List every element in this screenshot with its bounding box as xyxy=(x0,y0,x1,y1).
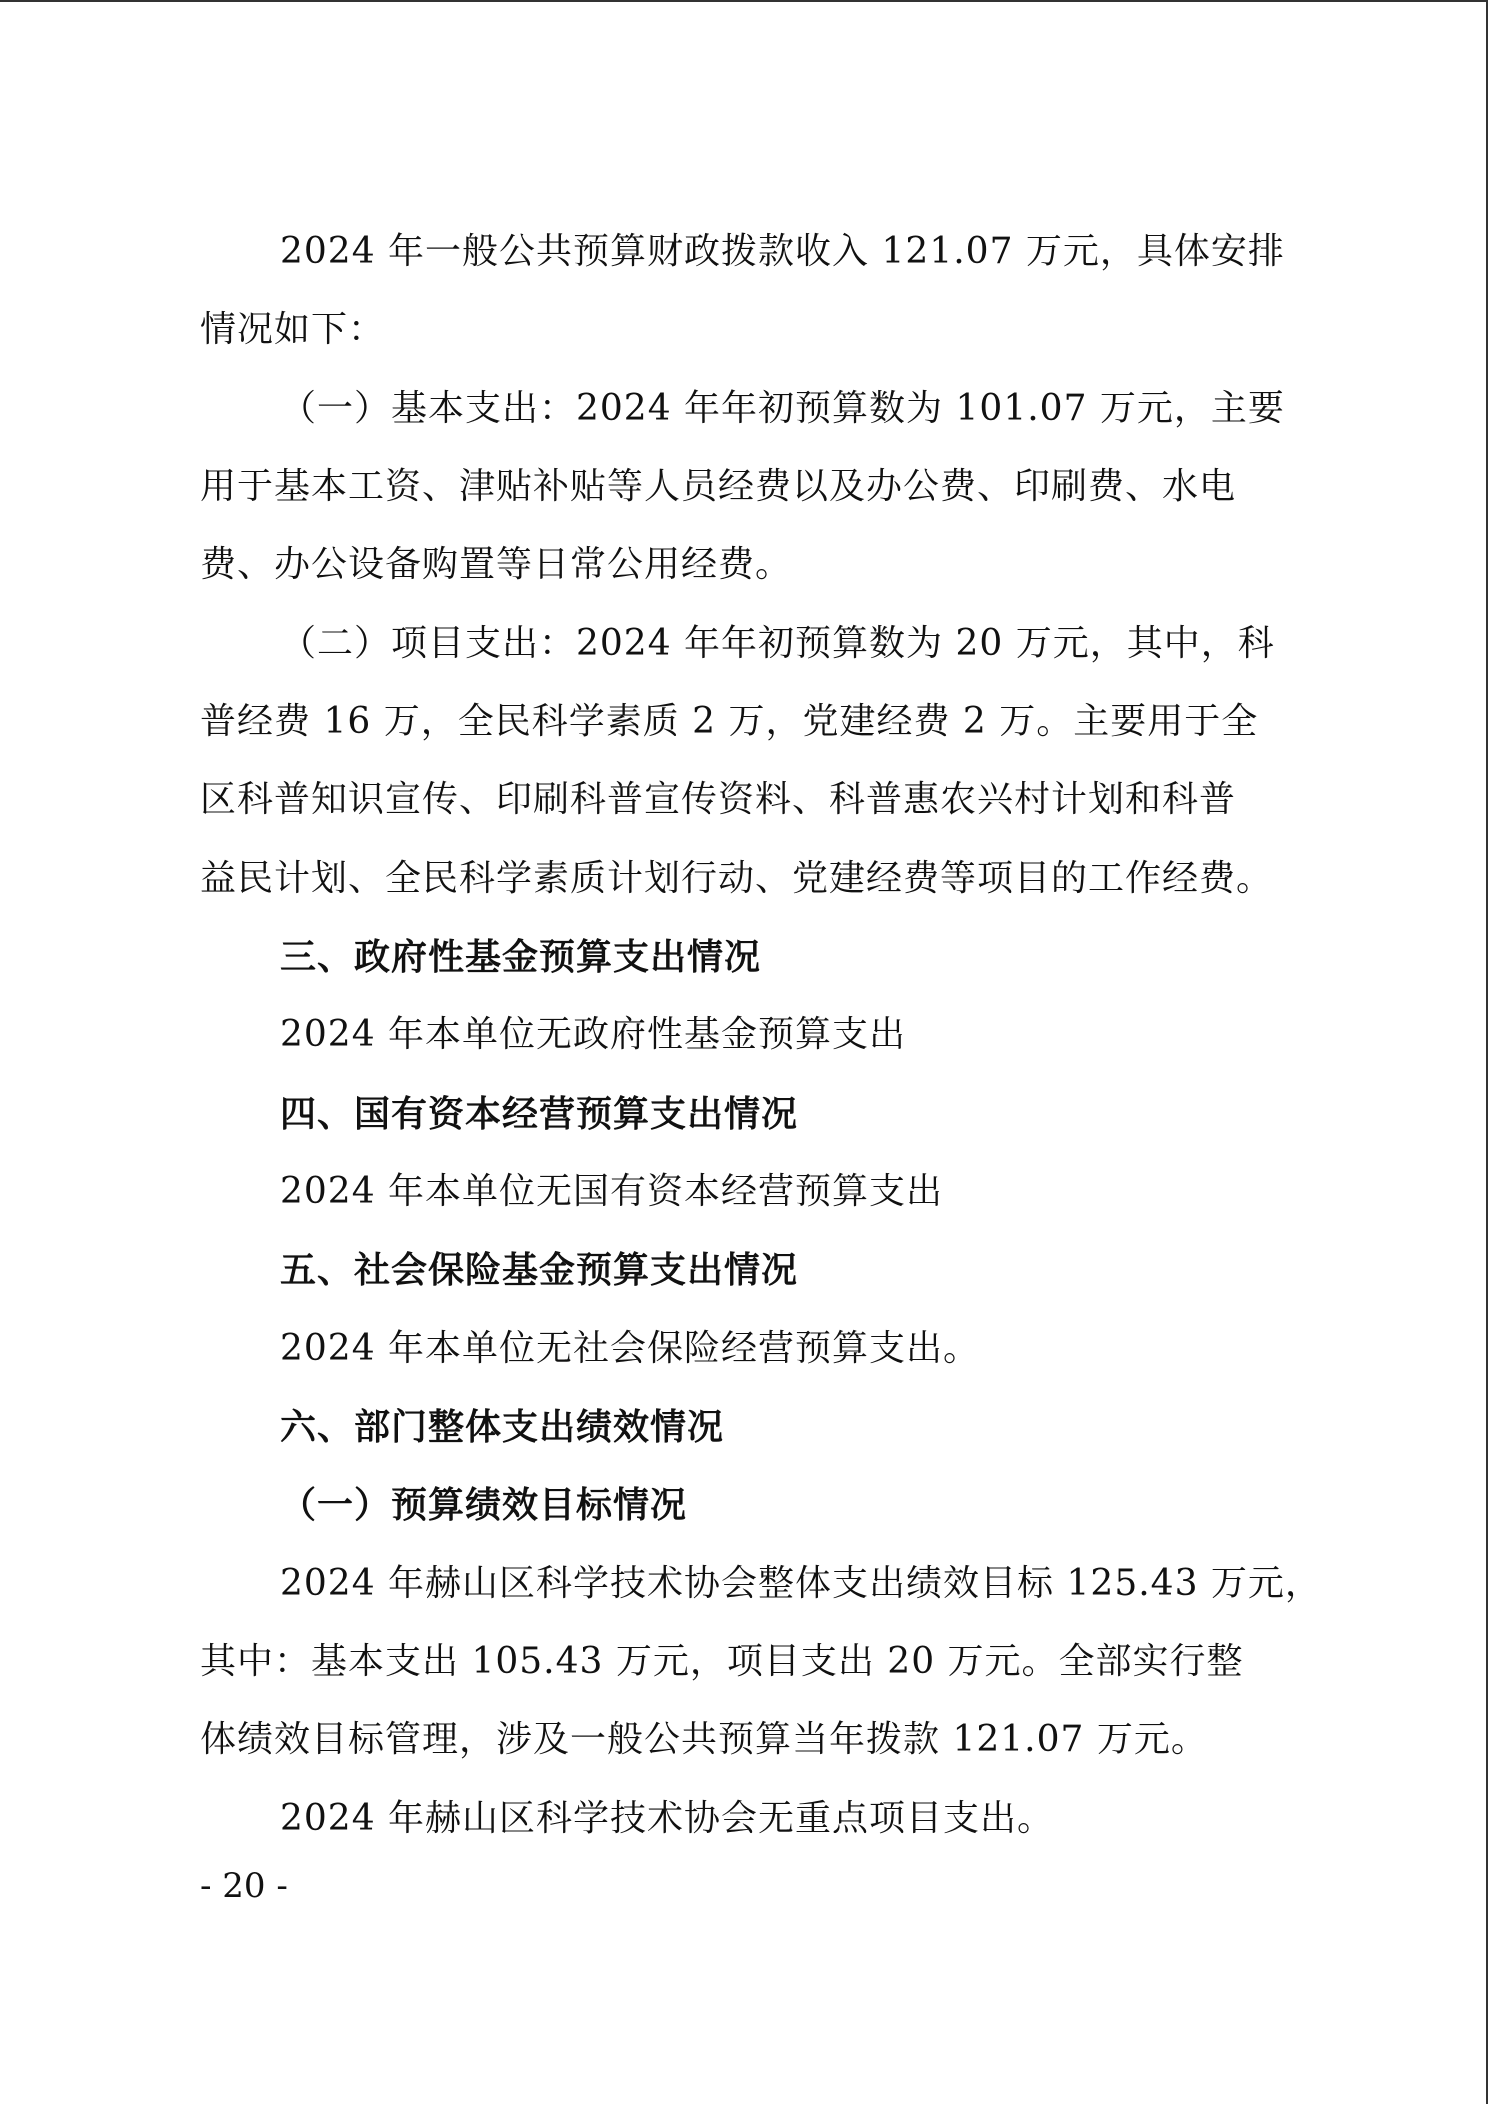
section-heading: 六、部门整体支出绩效情况 xyxy=(280,1406,725,1448)
paragraph-line: 2024 年赫山区科学技术协会整体支出绩效目标 125.43 万元， xyxy=(280,1563,1322,1604)
subsection-heading: （一）预算绩效目标情况 xyxy=(280,1484,688,1526)
paragraph-line: 情况如下： xyxy=(200,309,386,350)
paragraph-line: 体绩效目标管理，涉及一般公共预算当年拨款 121.07 万元。 xyxy=(200,1719,1208,1760)
paragraph-line: 费、办公设备购置等日常公用经费。 xyxy=(200,544,793,585)
paragraph-line: （二）项目支出：2024 年年初预算数为 20 万元，其中，科 xyxy=(280,623,1275,664)
paragraph-line: 其中：基本支出 105.43 万元，项目支出 20 万元。全部实行整 xyxy=(200,1641,1244,1682)
paragraph-line: 益民计划、全民科学素质计划行动、党建经费等项目的工作经费。 xyxy=(200,858,1274,899)
section-heading: 四、国有资本经营预算支出情况 xyxy=(280,1093,799,1135)
page-number: - 20 - xyxy=(200,1866,288,1906)
section-heading: 五、社会保险基金预算支出情况 xyxy=(280,1249,799,1291)
paragraph-line: 普经费 16 万，全民科学素质 2 万，党建经费 2 万。主要用于全 xyxy=(200,701,1259,742)
section-heading: 三、政府性基金预算支出情况 xyxy=(280,936,762,978)
paragraph-line: 2024 年本单位无社会保险经营预算支出。 xyxy=(280,1328,981,1369)
paragraph-line: 2024 年赫山区科学技术协会无重点项目支出。 xyxy=(280,1798,1055,1839)
paragraph-line: 2024 年本单位无政府性基金预算支出 xyxy=(280,1014,907,1055)
paragraph-line: 2024 年一般公共预算财政拨款收入 121.07 万元，具体安排 xyxy=(280,231,1285,272)
paragraph-line: （一）基本支出：2024 年年初预算数为 101.07 万元，主要 xyxy=(280,388,1285,429)
paragraph-line: 用于基本工资、津贴补贴等人员经费以及办公费、印刷费、水电 xyxy=(200,466,1237,507)
page-border-top xyxy=(0,0,1488,2)
paragraph-line: 区科普知识宣传、印刷科普宣传资料、科普惠农兴村计划和科普 xyxy=(200,779,1237,820)
paragraph-line: 2024 年本单位无国有资本经营预算支出 xyxy=(280,1171,944,1212)
